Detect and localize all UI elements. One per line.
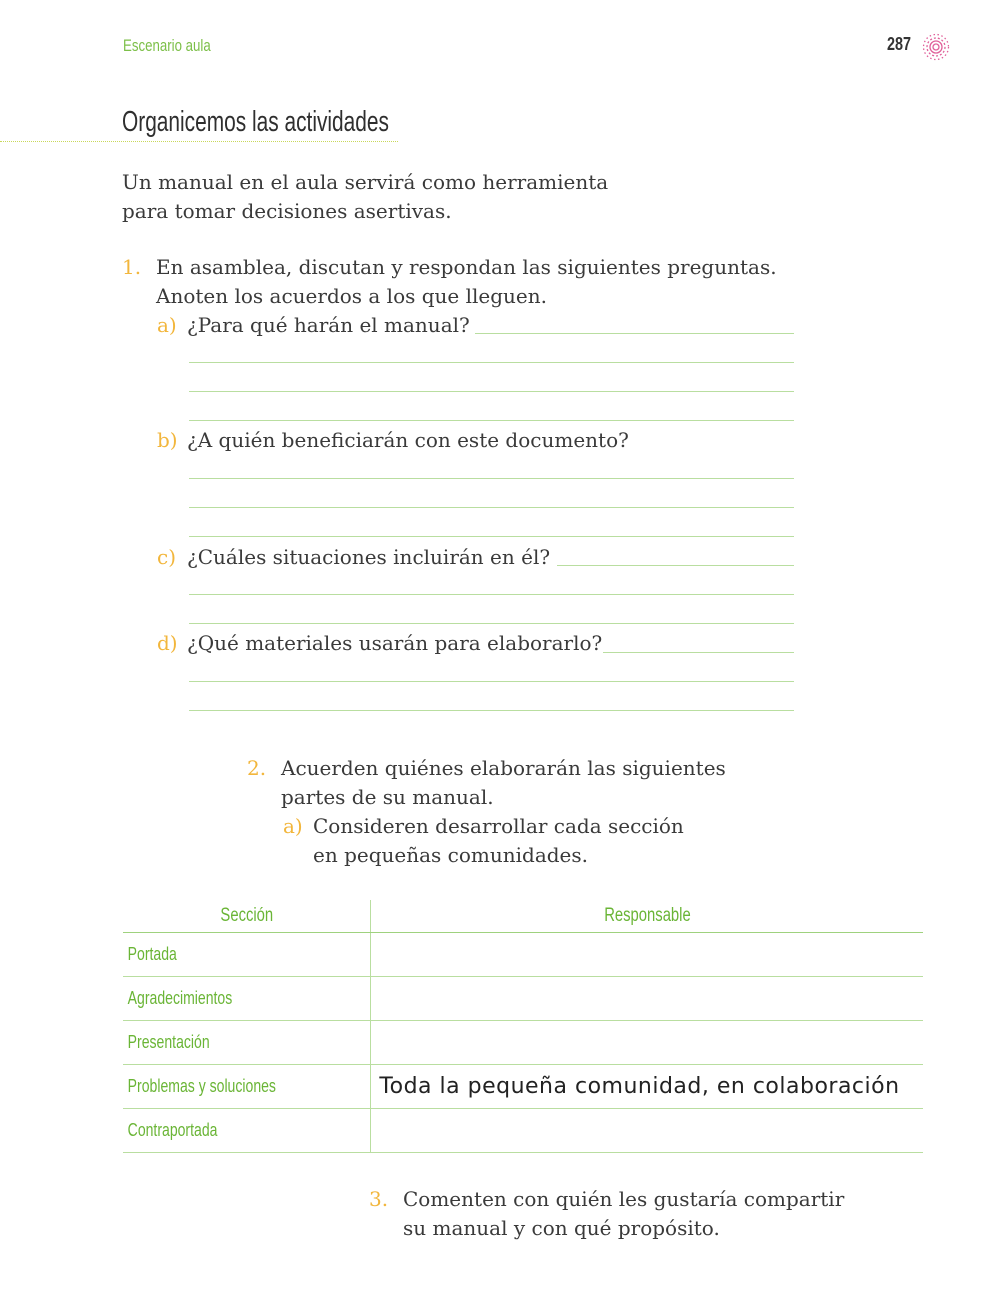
page-title: Organicemos las actividades: [122, 106, 389, 138]
answer-line[interactable]: [603, 652, 794, 653]
responsible-cell[interactable]: [371, 1021, 923, 1065]
q1d-question: ¿Qué materiales usarán para elaborarlo?: [187, 631, 603, 655]
answer-line[interactable]: [189, 681, 794, 682]
q2-text-line: Acuerden quiénes elaborarán las siguientes: [281, 756, 726, 780]
q2a-letter: a): [283, 814, 303, 838]
section-cell: Portada: [123, 933, 371, 977]
intro-text: [122, 168, 642, 226]
answer-line[interactable]: [189, 594, 794, 595]
title-divider: [0, 141, 398, 142]
intro-line: Un manual en el aula servirá como herramienta: [122, 170, 609, 194]
table-row: [123, 1109, 923, 1153]
responsible-cell[interactable]: [371, 1109, 923, 1153]
section-cell: Problemas y soluciones: [123, 1065, 371, 1109]
sun-ornament-icon: [921, 32, 951, 62]
intro-line: para tomar decisiones asertivas.: [122, 199, 452, 223]
q1a-question: ¿Para qué harán el manual?: [187, 313, 470, 337]
answer-line[interactable]: [189, 420, 794, 421]
column-header-section: Sección: [123, 900, 371, 933]
section-cell: Presentación: [123, 1021, 371, 1065]
table-row: [123, 1021, 923, 1065]
answer-line[interactable]: [189, 391, 794, 392]
q1-number: 1.: [122, 255, 142, 279]
q1d-letter: d): [157, 631, 178, 655]
section-cell: Agradecimientos: [123, 977, 371, 1021]
answer-line[interactable]: [189, 710, 794, 711]
responsible-cell[interactable]: [371, 933, 923, 977]
q3-text-line: Comenten con quién les gustaría compartir: [403, 1187, 845, 1211]
answer-line[interactable]: [557, 565, 794, 566]
q1a-letter: a): [157, 313, 177, 337]
answer-line[interactable]: [189, 507, 794, 508]
q1b-question: ¿A quién beneficiarán con este documento?: [187, 428, 629, 452]
q1c-letter: c): [157, 545, 177, 569]
answer-line[interactable]: [189, 362, 794, 363]
q1-text-line: En asamblea, discutan y respondan las siguientes preguntas.: [156, 255, 777, 279]
q1b-letter: b): [157, 428, 178, 452]
page-number: 287: [887, 34, 912, 54]
q2-text-line: partes de su manual.: [281, 785, 494, 809]
answer-line[interactable]: [189, 623, 794, 624]
table-row: [123, 1065, 923, 1109]
column-header-responsible: Responsable: [371, 900, 923, 933]
answer-line[interactable]: [475, 333, 794, 334]
answer-line[interactable]: [189, 536, 794, 537]
q2a-text-line: Consideren desarrollar cada sección: [313, 814, 684, 838]
responsible-cell[interactable]: Toda la pequeña comunidad, en colaboración: [371, 1065, 923, 1109]
section-name: Escenario aula: [123, 36, 211, 55]
sections-table: [123, 900, 923, 1153]
q1c-question: ¿Cuáles situaciones incluirán en él?: [187, 545, 551, 569]
q2a-text-line: en pequeñas comunidades.: [313, 843, 589, 867]
table-header-row: [123, 900, 923, 933]
table-row: [123, 977, 923, 1021]
responsible-cell[interactable]: [371, 977, 923, 1021]
q3-text-line: su manual y con qué propósito.: [403, 1216, 720, 1240]
table-row: [123, 933, 923, 977]
answer-line[interactable]: [189, 478, 794, 479]
section-cell: Contraportada: [123, 1109, 371, 1153]
q1-text-line: Anoten los acuerdos a los que lleguen.: [156, 284, 548, 308]
q2-number: 2.: [247, 756, 267, 780]
q3-number: 3.: [369, 1187, 389, 1211]
